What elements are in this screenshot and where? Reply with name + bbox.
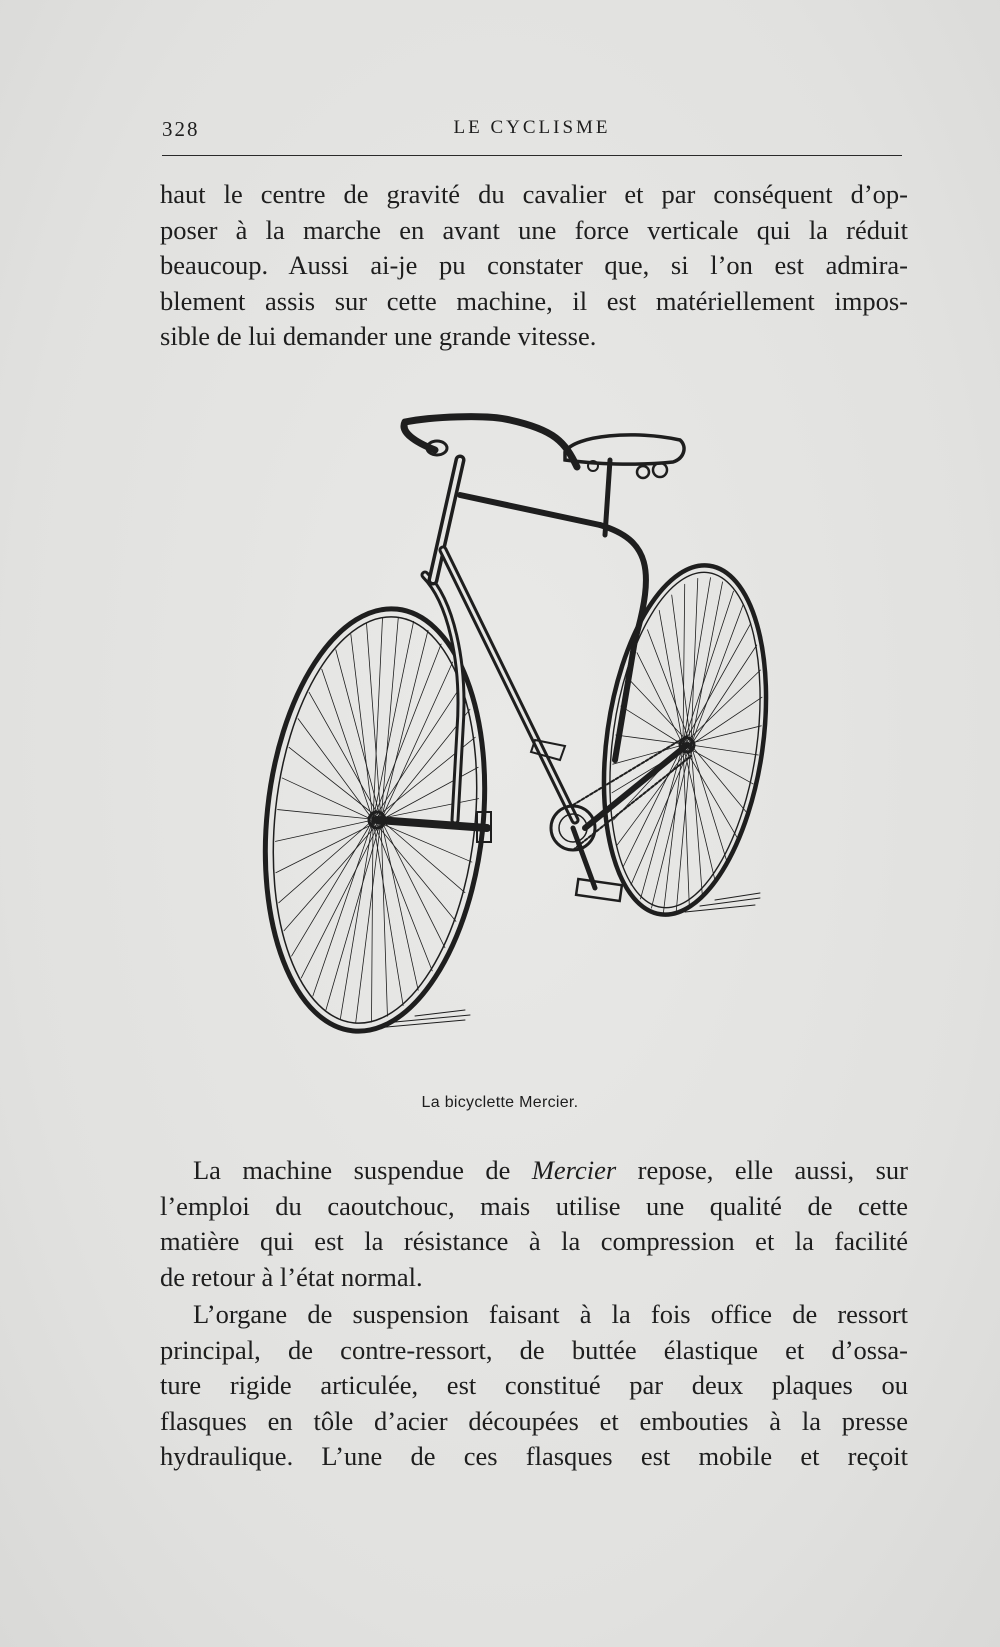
paragraph-2 [160,1153,908,1295]
spoke [322,669,373,820]
text-line: L’organe de suspension faisant à la fois office de ressort [193,1299,908,1329]
text-segment: repose, elle aussi, sur [616,1155,908,1185]
spoke [683,670,761,745]
running-head [162,117,902,147]
text-line: ture rigide articulée, est constitué par deux plaques ou [160,1370,908,1400]
spoke [292,820,373,956]
spoke [691,745,746,812]
spoke [683,584,685,745]
spoke [326,820,381,1010]
spoke [659,610,683,745]
header-rule [162,155,902,156]
spoke [373,820,456,921]
text-line: hydraulique. L’une de ces flasques est mobile et reçoit [160,1441,908,1471]
spoke [276,820,381,873]
spoke [301,820,381,978]
spoke [381,767,478,820]
top-tube [460,495,600,525]
running-title: LE CYCLISME [453,117,611,138]
text-line: poser à la marche en avant une force verticale qui la réduit [160,214,908,245]
spoke [691,697,762,745]
spoke [691,745,758,755]
front-axle-arm [377,820,487,828]
text-segment: La machine suspendue de [193,1155,532,1185]
spoke [381,617,398,820]
page-number: 328 [162,117,200,141]
text-line: de retour à l’état normal. [160,1261,423,1292]
text-line: sible de lui demander une grande vitesse. [160,321,597,351]
spoke [623,745,683,867]
spoke [289,747,381,820]
text-line: principal, de contre-ressort, de buttée élastique et d’ossa- [160,1334,908,1365]
spoke [637,653,683,745]
spoke [373,618,383,820]
spoke [381,630,428,820]
saddle [565,435,684,464]
text-line [160,1153,908,1189]
bicycle-engraving-icon [255,400,815,1080]
spoke [309,692,381,820]
spoke [373,621,414,820]
spoke [381,662,453,820]
spoke [672,595,691,745]
spoke [298,719,373,820]
text-line: beaucoup. Aussi ai-je pu constater que, si l’on est admira- [160,250,908,280]
spoke [278,810,381,820]
text-line: haut le centre de gravité du cavalier et par conséquent d’op- [160,179,908,209]
paragraph-1 [160,177,908,355]
spoke [691,605,743,745]
pedal [576,879,622,901]
spoke [282,778,373,820]
figure-caption: La bicyclette Mercier. [421,1094,579,1111]
spoke [275,820,373,841]
spoke [340,820,373,1019]
text-line: blement assis sur cette machine, il est matériellement impos- [160,285,908,316]
text-line: flasques en tôle d’acier découpées et embouties à la presse [160,1405,908,1436]
text-line: l’emploi du caoutchouc, mais utilise une qualité de cette [160,1190,908,1221]
paragraph-3 [160,1297,908,1475]
proper-name: Mercier [531,1155,617,1185]
ground-shadow [375,893,760,1028]
text-line: matière qui est la résistance à la compression et la facilité [160,1226,908,1256]
